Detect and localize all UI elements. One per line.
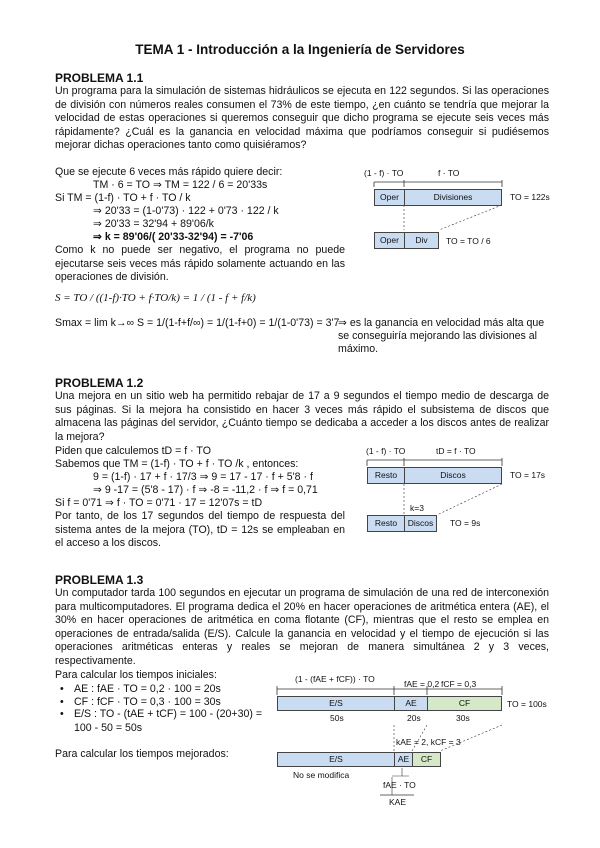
p11-line-3: Si TM = (1-f) · TO + f · TO / k <box>55 192 191 204</box>
p13-bullet-es: • E/S : TO - (tAE + tCF) = 100 - (20+30) = <box>60 708 262 721</box>
p13-fig-label-es: (1 - (fAE + fCF)) · TO <box>295 674 375 684</box>
p13-fig-es: E/S <box>277 696 395 711</box>
p11-line-1: Que se ejecute 6 veces más rápido quiere decir: <box>55 166 283 178</box>
p13-fig-frac-denominator: KAE <box>389 797 407 807</box>
p12-fig-total: TO = 17s <box>510 470 546 480</box>
p13-fig-ae-improved: AE <box>394 752 413 767</box>
p13-line-2: Para calcular los tiempos mejorados: <box>55 748 229 760</box>
p11-fig-oper-improved: Oper <box>374 232 405 249</box>
p12-line-1: Piden que calculemos tD = f · TO <box>55 445 211 457</box>
p11-line-5: ⇒ 20'33 = 32'94 + 89'06/k <box>93 218 214 230</box>
problem-1-3-statement: Un computador tarda 100 segundos en ejecutar un programa de simulación de una red de interconexión para multicomputadores. El programa dedica el 20% en hacer operaciones de aritmética entera (AE), el 30% en hacer operaciones de aritmética en coma flotante (CF), mientras que el resto se emplea en operaciones de entrada/salida (E/S). Calcule la ganancia en velocidad y el tiempo de ejecución si las operaciones aritméticas enteras y reales se mejoran de manera simultánea 2 y 3 veces, respectivamente. <box>55 587 549 667</box>
p11-fig-label-right: f · TO <box>438 168 460 178</box>
p13-line-1: Para calcular los tiempos iniciales: <box>55 669 217 681</box>
p11-conclusion: Como k no puede ser negativo, el programa no puede ejecutarse seis veces más rápido solamente actuando en las operaciones de división. <box>55 244 345 284</box>
problem-1-2-heading: PROBLEMA 1.2 <box>55 376 144 390</box>
p13-fig-cf: CF <box>427 696 502 711</box>
p12-conclusion: Por tanto, de los 17 segundos del tiempo de respuesta del sistema antes de la mejora (TO), tD = 12s se empleaban en el acceso a los discos. <box>55 510 345 550</box>
p11-fig-div-improved: Div <box>404 232 439 249</box>
p11-fig-divisiones: Divisiones <box>404 189 502 206</box>
p12-fig-k: k=3 <box>410 503 424 513</box>
p13-fig-k: kAE = 2, kCF = 3 <box>396 737 461 747</box>
p12-line-5: Si f = 0'71 ⇒ f · TO = 0'71 · 17 = 12'07s = tD <box>55 497 263 509</box>
page-title: TEMA 1 - Introducción a la Ingeniería de Servidores <box>135 42 465 57</box>
problem-1-2-statement: Una mejora en un sitio web ha permitido rebajar de 17 a 9 segundos el tiempo medio de descarga de sus páginas. Si la mejora ha consistido en hacer 3 veces más rápido el subsistema de discos que almacena las páginas del servidor, ¿Cuánto tiempo se dedicaba a acceder a los discos antes de realizar la mejora? <box>55 390 549 443</box>
p11-line-4: ⇒ 20'33 = (1-0'73) · 122 + 0'73 · 122 / k <box>93 205 279 217</box>
problem-1-3-heading: PROBLEMA 1.3 <box>55 573 144 587</box>
p12-line-4: ⇒ 9 -17 = (5'8 - 17) · f ⇒ -8 = -11,2 · f ⇒ f = 0,71 <box>93 484 318 496</box>
p13-fig-time-ae: 20s <box>407 713 421 723</box>
p12-fig-resto: Resto <box>367 467 405 484</box>
p12-fig-discos-improved: Discos <box>404 515 437 532</box>
problem-1-1-statement: Un programa para la simulación de sistemas hidráulicos se ejecuta en 122 segundos. Si las operaciones de división con números reales consumen el 73% de este tiempo, ¿en cuánto se tendría que mejorar la velocidad de estas operaciones si queremos conseguir que dicho programa se ejecute seis veces más rápidamente? ¿Cuál es la ganancia en velocidad máxima que podríamos conseguir si pudiésemos mejorar dichas operaciones tanto como quisiéramos? <box>55 85 549 152</box>
p12-line-2: Sabemos que TM = (1-f) · TO + f · TO /k , entonces: <box>55 458 299 470</box>
p11-fig-improved-time: TO = TO / 6 <box>446 236 491 246</box>
p13-bullet-ae: • AE : fAE · TO = 0,2 · 100 = 20s <box>60 683 262 696</box>
p13-fig-es-improved: E/S <box>277 752 395 767</box>
p12-fig-label-left: (1 - f) · TO <box>366 446 406 456</box>
p12-fig-improved-time: TO = 9s <box>450 518 481 528</box>
p13-fig-cf-improved: CF <box>412 752 441 767</box>
p13-fig-label-fcf: fCF = 0,3 <box>441 679 477 689</box>
p13-fig-time-cf: 30s <box>456 713 470 723</box>
p11-fig-label-left: (1 - f) · TO <box>364 168 404 178</box>
p13-fig-frac-numerator: fAE · TO <box>383 780 416 790</box>
p12-line-3: 9 = (1-f) · 17 + f · 17/3 ⇒ 9 = 17 - 17 · f + 5'8 · f <box>93 471 313 483</box>
p11-fig-oper: Oper <box>374 189 405 206</box>
p13-bullet-cf: • CF : fCF · TO = 0,3 · 100 = 30s <box>60 696 262 709</box>
p13-fig-ae: AE <box>394 696 428 711</box>
p11-smax-explanation: ⇒ es la ganancia en velocidad más alta que se conseguiría mejorando las divisiones al máximo. <box>338 317 545 355</box>
p11-line-6: ⇒ k = 89'06/( 20'33-32'94) = -7'06 <box>93 231 254 243</box>
p11-speedup-formula: S = TO / ((1-f)·TO + f·TO/k) = 1 / (1 - f + f/k) <box>55 292 256 304</box>
p12-fig-discos: Discos <box>404 467 502 484</box>
p11-fig-total: TO = 122s <box>510 192 550 202</box>
p13-fig-no-modifica: No se modifica <box>293 770 350 780</box>
p11-line-2: TM · 6 = TO ⇒ TM = 122 / 6 = 20'33s <box>93 179 268 191</box>
problem-1-1-heading: PROBLEMA 1.1 <box>55 71 144 85</box>
p13-fig-total: TO = 100s <box>507 699 547 709</box>
p11-smax-formula: Smax = lim k→∞ S = 1/(1-f+f/∞) = 1/(1-f+0) = 1/(1-0'73) = 3'7 <box>55 317 340 329</box>
p12-fig-label-right: tD = f · TO <box>436 446 476 456</box>
p13-fig-time-es: 50s <box>330 713 344 723</box>
p13-bullet-es-cont: 100 - 50 = 50s <box>74 722 143 734</box>
p13-fig-label-fae: fAE = 0,2 <box>404 679 440 689</box>
p12-fig-resto-improved: Resto <box>367 515 405 532</box>
